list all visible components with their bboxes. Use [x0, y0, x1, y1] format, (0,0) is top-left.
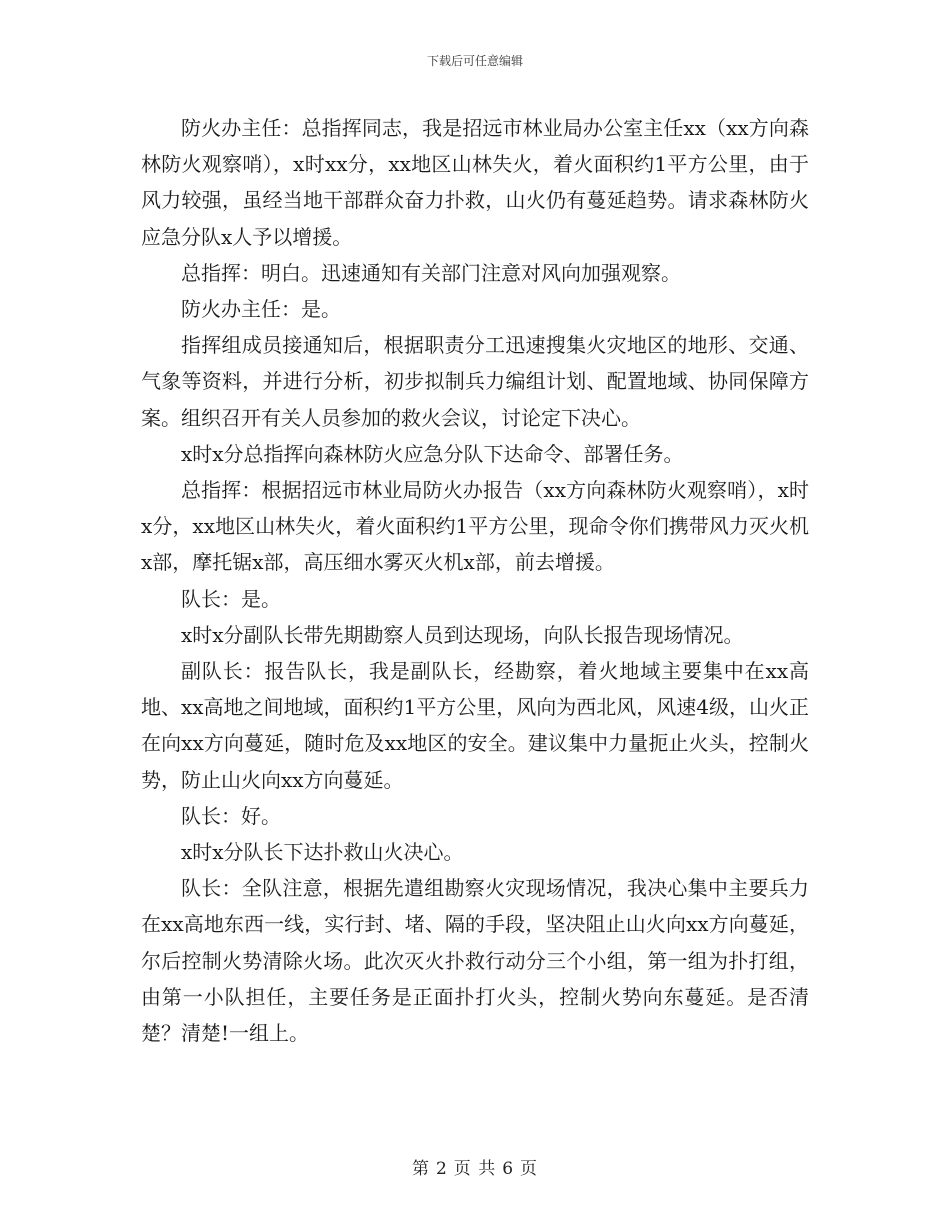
- paragraph: 防火办主任：是。: [181, 297, 341, 322]
- footer-suffix: 页: [520, 1159, 539, 1179]
- paragraph: 队长：全队注意，根据先遣组勘察火灾现场情况，我决心集中主要兵力在xx高地东西一线，实行封、堵、隔的手段，坚决阻止山火向xx方向蔓延，尔后控制火势清除火场。此次灭火扑救行动分三个小组，第一组为扑打组，由第一小队担任，主要任务是正面扑打火头，控制火势向东蔓延。是否清楚？清楚!一组上。: [141, 876, 809, 1046]
- paragraph: x时x分队长下达扑救山火决心。: [181, 840, 464, 865]
- total-pages-number: 6: [502, 1159, 515, 1179]
- paragraph: 队长：是。: [181, 586, 281, 611]
- paragraph: 总指挥：明白。迅速通知有关部门注意对风向加强观察。: [181, 260, 681, 285]
- page-header: 下载后可任意编辑: [426, 54, 523, 68]
- paragraph: 防火办主任：总指挥同志，我是招远市林业局办公室主任xx（xx方向森林防火观察哨），x时xx分，xx地区山林失火，着火面积约1平方公里，由于风力较强，虽经当地干部群众奋力扑救，山火仍有蔓延趋势。请求森林防火应急分队x人予以增援。: [141, 116, 809, 249]
- document-body: [141, 110, 809, 1051]
- footer-middle: 页 共: [453, 1159, 497, 1179]
- footer-prefix: 第: [411, 1159, 430, 1179]
- current-page-number: 2: [435, 1159, 448, 1179]
- paragraph: x时x分副队长带先期勘察人员到达现场，向队长报告现场情况。: [181, 622, 744, 647]
- paragraph: 副队长：报告队长，我是副队长，经勘察，着火地域主要集中在xx高地、xx高地之间地域，面积约1平方公里，风向为西北风，风速4级，山火正在向xx方向蔓延，随时危及xx地区的安全。建议集中力量扼止火头，控制火势，防止山火向xx方向蔓延。: [141, 659, 810, 792]
- paragraph: 总指挥：根据招远市林业局防火办报告（xx方向森林防火观察哨），x时x分，xx地区山林失火，着火面积约1平方公里，现命令你们携带风力灭火机x部，摩托锯x部，高压细水雾灭火机x部，前去增援。: [141, 478, 809, 575]
- paragraph: 指挥组成员接通知后，根据职责分工迅速搜集火灾地区的地形、交通、气象等资料，并进行分析，初步拟制兵力编组计划、配置地域、协同保障方案。组织召开有关人员参加的救火会议，讨论定下决心。: [141, 333, 809, 430]
- page-footer: [0, 1154, 950, 1179]
- paragraph: x时x分总指挥向森林防火应急分队下达命令、部署任务。: [181, 441, 684, 466]
- paragraph: 队长：好。: [181, 803, 281, 828]
